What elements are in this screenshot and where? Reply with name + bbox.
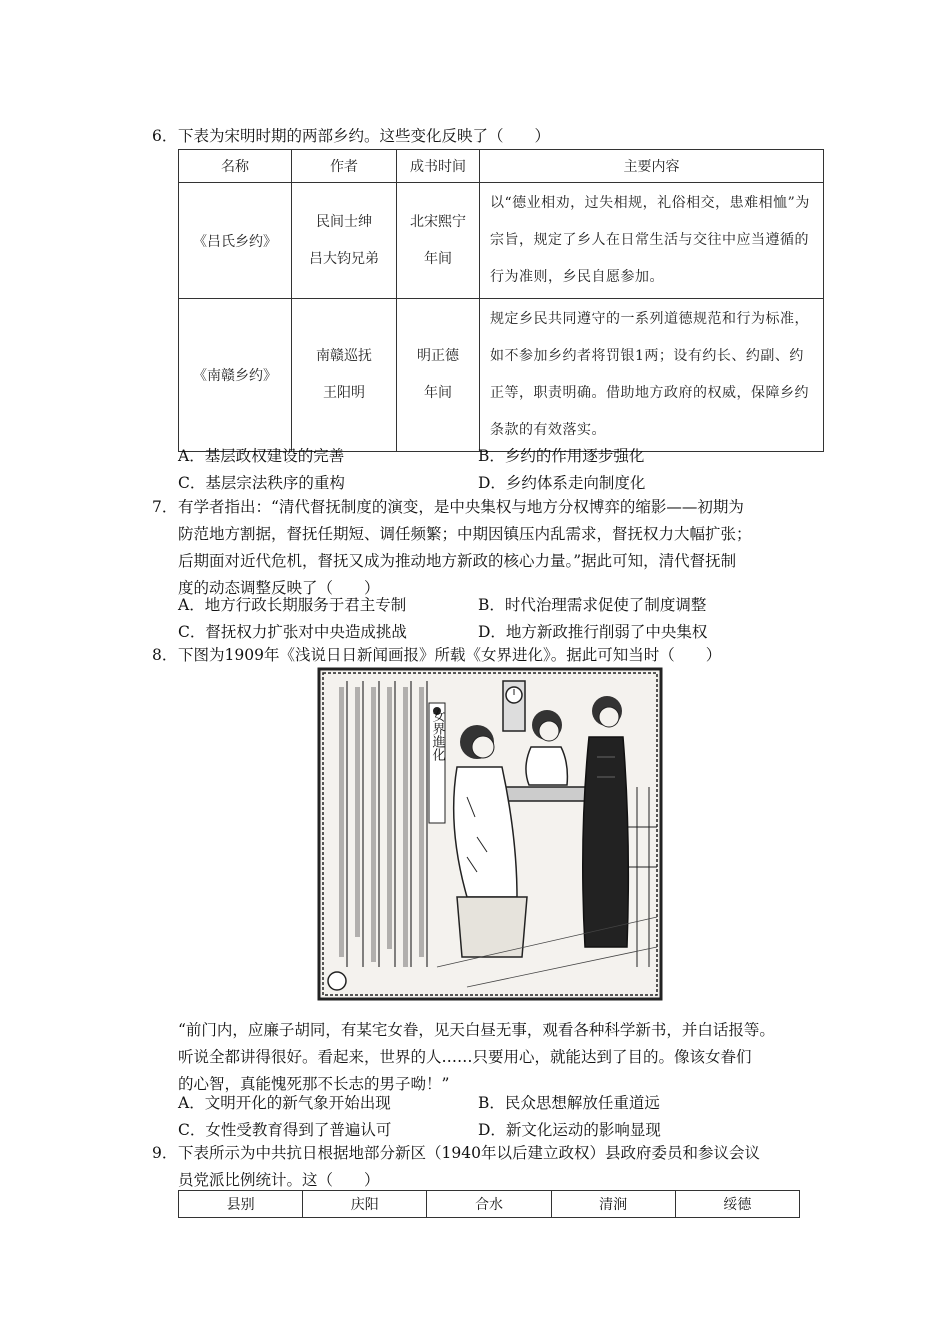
question-7-stem <box>152 494 832 602</box>
content-cell: 以“德业相劝，过失相规，礼俗相交，患难相恤”为宗旨，规定了乡人在日常生活与交往中应当遵循的行为准则，乡民自愿参加。 <box>480 183 824 299</box>
question-number: 8． <box>152 646 178 664</box>
time-line: 北宋熙宁 <box>410 213 466 230</box>
author-line: 王阳明 <box>323 385 365 401</box>
header-cell: 庆阳 <box>303 1191 427 1218</box>
question-text: 防范地方割据，督抚任期短、调任频繁；中期因镇压内乱需求，督抚权力大幅扩张； <box>178 525 752 543</box>
party-ratio-table <box>178 1190 800 1218</box>
illustration-svg <box>317 667 663 1001</box>
question-text: 度的动态调整反映了（ ） <box>178 579 380 597</box>
figure-title: 女界進化 <box>429 709 445 761</box>
option-c[interactable]: C．督抚权力扩张对中央造成挑战 <box>178 623 407 641</box>
time-cell <box>397 183 480 299</box>
time-line: 年间 <box>424 250 452 267</box>
question-6-options <box>178 443 838 497</box>
option-d[interactable]: D．新文化运动的影响显现 <box>478 1121 661 1139</box>
question-8-stem <box>152 642 832 669</box>
header-cell: 作者 <box>292 150 397 183</box>
xiangyue-table <box>178 149 824 452</box>
time-cell <box>397 299 480 452</box>
question-8-quote <box>178 1017 834 1098</box>
author-cell <box>292 299 397 452</box>
option-b[interactable]: B．时代治理需求促使了制度调整 <box>478 596 707 614</box>
option-a[interactable]: A．地方行政长期服务于君主专制 <box>178 596 407 614</box>
option-b[interactable]: B．民众思想解放任重道远 <box>478 1094 660 1112</box>
question-text: 下表为宋明时期的两部乡约。这些变化反映了（ ） <box>178 127 551 145</box>
question-6-stem <box>152 123 832 150</box>
question-number: 9． <box>152 1144 178 1162</box>
header-cell: 清涧 <box>551 1191 675 1218</box>
table-header-row <box>179 1191 800 1218</box>
quote-line: “前门内，应廉子胡同，有某宅女眷，见天白昼无事，观看各种科学新书，并白话报等。 <box>178 1021 775 1039</box>
author-line: 吕大钧兄弟 <box>309 250 379 267</box>
table-header-row <box>179 150 824 183</box>
header-cell: 合水 <box>427 1191 551 1218</box>
table-row <box>179 183 824 299</box>
question-8-options <box>178 1090 838 1144</box>
quote-line: 的心智，真能愧死那不长志的男子呦！” <box>178 1075 450 1093</box>
content-cell: 规定乡民共同遵守的一系列道德规范和行为标准，如不参加乡约者将罚银1两；设有约长、约副、约正等，职责明确。借助地方政府的权威，保障乡约条款的有效落实。 <box>480 299 824 452</box>
question-text: 员党派比例统计。这（ ） <box>178 1171 380 1189</box>
option-c[interactable]: C．基层宗法秩序的重构 <box>178 474 345 492</box>
question-text: 下图为1909年《浅说日日新闻画报》所载《女界进化》。据此可知当时（ ） <box>178 646 722 664</box>
option-d[interactable]: D．乡约体系走向制度化 <box>478 474 646 492</box>
question-number: 7． <box>152 498 178 516</box>
option-c[interactable]: C．女性受教育得到了普遍认可 <box>178 1121 392 1139</box>
name-cell: 《南赣乡约》 <box>179 299 292 452</box>
option-a[interactable]: A．基层政权建设的完善 <box>178 447 345 465</box>
header-cell: 名称 <box>179 150 292 183</box>
author-cell <box>292 183 397 299</box>
question-text: 下表所示为中共抗日根据地部分新区（1940年以后建立政权）县政府委员和参议会议 <box>178 1144 760 1162</box>
name-cell: 《吕氏乡约》 <box>179 183 292 299</box>
option-d[interactable]: D．地方新政推行削弱了中央集权 <box>478 623 708 641</box>
header-cell: 成书时间 <box>397 150 480 183</box>
time-line: 明正德 <box>417 348 459 364</box>
header-cell: 县别 <box>179 1191 303 1218</box>
time-line: 年间 <box>424 385 452 401</box>
table-row <box>179 299 824 452</box>
question-7-options <box>178 592 838 646</box>
option-b[interactable]: B．乡约的作用逐步强化 <box>478 447 645 465</box>
question-9-stem <box>152 1140 832 1194</box>
woodcut-illustration <box>317 667 663 1001</box>
quote-line: 听说全都讲得很好。看起来，世界的人……只要用心，就能达到了目的。像该女眷们 <box>178 1048 752 1066</box>
header-cell: 主要内容 <box>480 150 824 183</box>
question-text: 有学者指出：“清代督抚制度的演变，是中央集权与地方分权博弈的缩影——初期为 <box>178 498 744 516</box>
author-line: 南赣巡抚 <box>316 348 372 364</box>
option-a[interactable]: A．文明开化的新气象开始出现 <box>178 1094 391 1112</box>
author-line: 民间士绅 <box>316 213 372 230</box>
question-number: 6． <box>152 127 178 145</box>
question-text: 后期面对近代危机，督抚又成为推动地方新政的核心力量。”据此可知，清代督抚制 <box>178 552 737 570</box>
header-cell: 绥德 <box>675 1191 799 1218</box>
